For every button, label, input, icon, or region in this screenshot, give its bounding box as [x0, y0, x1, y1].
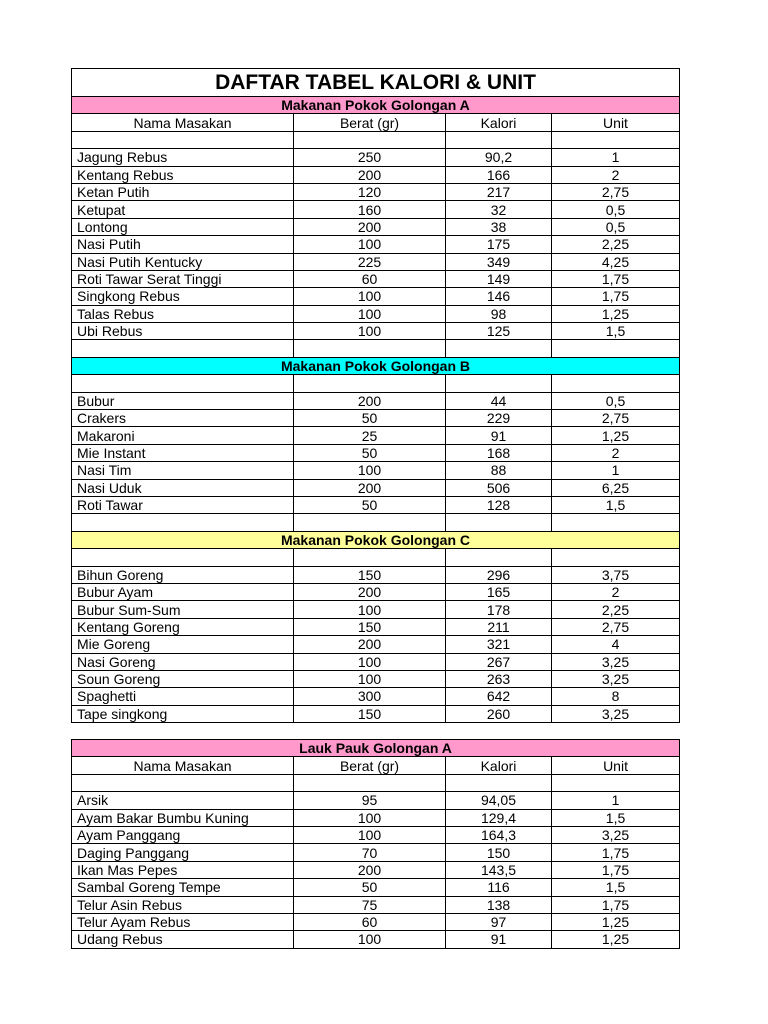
weight-cell: 100: [294, 653, 446, 670]
unit-cell: 3,25: [552, 826, 680, 843]
weight-cell: 100: [294, 601, 446, 618]
food-name-cell: Bubur Sum-Sum: [72, 601, 294, 618]
calorie-cell: 166: [446, 166, 552, 183]
calorie-cell: 267: [446, 653, 552, 670]
weight-cell: 60: [294, 913, 446, 930]
blank-cell: [294, 340, 446, 357]
weight-cell: 100: [294, 462, 446, 479]
blank-cell: [446, 340, 552, 357]
weight-cell: 200: [294, 166, 446, 183]
food-name-cell: Telur Ayam Rebus: [72, 913, 294, 930]
table-row: [72, 410, 680, 427]
blank-cell: [552, 375, 680, 392]
table-row: [72, 913, 680, 930]
calorie-cell: 128: [446, 496, 552, 513]
calorie-cell: 506: [446, 479, 552, 496]
unit-cell: 1,5: [552, 323, 680, 340]
unit-cell: 2,75: [552, 618, 680, 635]
page-title: DAFTAR TABEL KALORI & UNIT: [72, 69, 680, 97]
blank-cell: [72, 514, 294, 531]
blank-cell: [446, 375, 552, 392]
unit-cell: 1,25: [552, 427, 680, 444]
calorie-cell: 90,2: [446, 149, 552, 166]
section-title: Makanan Pokok Golongan A: [72, 97, 680, 114]
unit-cell: 2: [552, 166, 680, 183]
blank-row: [72, 340, 680, 357]
calorie-cell: 211: [446, 618, 552, 635]
weight-cell: 100: [294, 288, 446, 305]
calorie-cell: 138: [446, 896, 552, 913]
unit-cell: 1: [552, 462, 680, 479]
column-header-row: [72, 757, 680, 774]
weight-cell: 100: [294, 809, 446, 826]
calorie-table-lauk-pauk: [71, 739, 680, 949]
food-name-cell: Makaroni: [72, 427, 294, 444]
calorie-cell: 129,4: [446, 809, 552, 826]
table-row: [72, 636, 680, 653]
blank-cell: [294, 549, 446, 566]
weight-cell: 200: [294, 479, 446, 496]
unit-cell: 3,25: [552, 670, 680, 687]
food-name-cell: Nasi Tim: [72, 462, 294, 479]
unit-cell: 0,5: [552, 392, 680, 409]
blank-cell: [72, 549, 294, 566]
blank-cell: [294, 514, 446, 531]
food-name-cell: Jagung Rebus: [72, 149, 294, 166]
unit-cell: 3,25: [552, 705, 680, 722]
unit-cell: 1: [552, 149, 680, 166]
calorie-cell: 321: [446, 636, 552, 653]
unit-cell: 3,25: [552, 653, 680, 670]
table-row: [72, 305, 680, 322]
weight-cell: 50: [294, 410, 446, 427]
blank-cell: [552, 549, 680, 566]
table-row: [72, 670, 680, 687]
calorie-cell: 91: [446, 931, 552, 948]
blank-cell: [72, 131, 294, 148]
weight-cell: 100: [294, 323, 446, 340]
weight-cell: 95: [294, 792, 446, 809]
food-name-cell: Ketan Putih: [72, 183, 294, 200]
table-row: [72, 201, 680, 218]
calorie-cell: 260: [446, 705, 552, 722]
blank-cell: [446, 131, 552, 148]
calorie-cell: 149: [446, 270, 552, 287]
unit-cell: 1,75: [552, 861, 680, 878]
unit-cell: 1,75: [552, 896, 680, 913]
title-row: [72, 69, 680, 97]
food-name-cell: Bihun Goreng: [72, 566, 294, 583]
weight-cell: 200: [294, 636, 446, 653]
unit-cell: 4: [552, 636, 680, 653]
calorie-cell: 150: [446, 844, 552, 861]
food-name-cell: Lontong: [72, 218, 294, 235]
blank-cell: [294, 774, 446, 791]
calorie-cell: 178: [446, 601, 552, 618]
unit-cell: 2,25: [552, 236, 680, 253]
table-row: [72, 462, 680, 479]
food-name-cell: Roti Tawar Serat Tinggi: [72, 270, 294, 287]
weight-cell: 75: [294, 896, 446, 913]
calorie-cell: 32: [446, 201, 552, 218]
food-name-cell: Roti Tawar: [72, 496, 294, 513]
table-row: [72, 792, 680, 809]
blank-cell: [552, 514, 680, 531]
unit-cell: 1,75: [552, 288, 680, 305]
table-row: [72, 218, 680, 235]
food-name-cell: Kentang Goreng: [72, 618, 294, 635]
food-name-cell: Telur Asin Rebus: [72, 896, 294, 913]
table-row: [72, 479, 680, 496]
blank-cell: [294, 131, 446, 148]
food-name-cell: Crakers: [72, 410, 294, 427]
blank-cell: [72, 774, 294, 791]
food-name-cell: Talas Rebus: [72, 305, 294, 322]
blank-cell: [552, 131, 680, 148]
blank-cell: [446, 514, 552, 531]
food-name-cell: Sambal Goreng Tempe: [72, 879, 294, 896]
food-name-cell: Soun Goreng: [72, 670, 294, 687]
weight-cell: 120: [294, 183, 446, 200]
unit-cell: 2,75: [552, 183, 680, 200]
blank-row: [72, 131, 680, 148]
table-row: [72, 392, 680, 409]
weight-cell: 225: [294, 253, 446, 270]
unit-cell: 1,25: [552, 913, 680, 930]
table-row: [72, 844, 680, 861]
food-name-cell: Nasi Uduk: [72, 479, 294, 496]
food-name-cell: Singkong Rebus: [72, 288, 294, 305]
column-header-name: Nama Masakan: [72, 757, 294, 774]
food-name-cell: Nasi Putih Kentucky: [72, 253, 294, 270]
weight-cell: 200: [294, 583, 446, 600]
table-row: [72, 705, 680, 722]
calorie-cell: 164,3: [446, 826, 552, 843]
unit-cell: 8: [552, 688, 680, 705]
unit-cell: 6,25: [552, 479, 680, 496]
unit-cell: 0,5: [552, 218, 680, 235]
food-name-cell: Ikan Mas Pepes: [72, 861, 294, 878]
table-row: [72, 861, 680, 878]
food-name-cell: Ketupat: [72, 201, 294, 218]
blank-cell: [552, 340, 680, 357]
weight-cell: 100: [294, 670, 446, 687]
food-name-cell: Arsik: [72, 792, 294, 809]
calorie-cell: 94,05: [446, 792, 552, 809]
table-row: [72, 149, 680, 166]
table-row: [72, 288, 680, 305]
blank-cell: [72, 375, 294, 392]
food-name-cell: Ayam Bakar Bumbu Kuning: [72, 809, 294, 826]
weight-cell: 300: [294, 688, 446, 705]
section-header-row: [72, 531, 680, 548]
food-name-cell: Ayam Panggang: [72, 826, 294, 843]
calorie-cell: 168: [446, 444, 552, 461]
weight-cell: 100: [294, 826, 446, 843]
weight-cell: 200: [294, 861, 446, 878]
calorie-cell: 165: [446, 583, 552, 600]
unit-cell: 1,5: [552, 809, 680, 826]
food-name-cell: Udang Rebus: [72, 931, 294, 948]
unit-cell: 1,25: [552, 305, 680, 322]
unit-cell: 3,75: [552, 566, 680, 583]
food-name-cell: Mie Instant: [72, 444, 294, 461]
blank-row: [72, 514, 680, 531]
calorie-cell: 98: [446, 305, 552, 322]
section-title: Makanan Pokok Golongan C: [72, 531, 680, 548]
weight-cell: 50: [294, 444, 446, 461]
unit-cell: 2,75: [552, 410, 680, 427]
table-row: [72, 253, 680, 270]
food-name-cell: Nasi Goreng: [72, 653, 294, 670]
blank-row: [72, 774, 680, 791]
table-row: [72, 427, 680, 444]
table-row: [72, 566, 680, 583]
weight-cell: 70: [294, 844, 446, 861]
calorie-cell: 349: [446, 253, 552, 270]
calorie-cell: 642: [446, 688, 552, 705]
table-row: [72, 236, 680, 253]
unit-cell: 2,25: [552, 601, 680, 618]
column-header-weight: Berat (gr): [294, 757, 446, 774]
calorie-cell: 146: [446, 288, 552, 305]
unit-cell: 1,5: [552, 879, 680, 896]
weight-cell: 50: [294, 879, 446, 896]
table-row: [72, 653, 680, 670]
food-name-cell: Kentang Rebus: [72, 166, 294, 183]
food-name-cell: Bubur Ayam: [72, 583, 294, 600]
table-row: [72, 183, 680, 200]
blank-cell: [72, 340, 294, 357]
calorie-cell: 296: [446, 566, 552, 583]
blank-row: [72, 375, 680, 392]
calorie-cell: 91: [446, 427, 552, 444]
food-name-cell: Bubur: [72, 392, 294, 409]
weight-cell: 200: [294, 218, 446, 235]
table-row: [72, 896, 680, 913]
weight-cell: 100: [294, 305, 446, 322]
table-row: [72, 688, 680, 705]
weight-cell: 25: [294, 427, 446, 444]
weight-cell: 60: [294, 270, 446, 287]
food-name-cell: Mie Goreng: [72, 636, 294, 653]
column-header-calorie: Kalori: [446, 757, 552, 774]
weight-cell: 160: [294, 201, 446, 218]
weight-cell: 150: [294, 566, 446, 583]
weight-cell: 50: [294, 496, 446, 513]
calorie-cell: 217: [446, 183, 552, 200]
unit-cell: 1,25: [552, 931, 680, 948]
section-title: Lauk Pauk Golongan A: [72, 740, 680, 757]
calorie-cell: 125: [446, 323, 552, 340]
calorie-cell: 263: [446, 670, 552, 687]
calorie-cell: 175: [446, 236, 552, 253]
blank-row: [72, 549, 680, 566]
weight-cell: 250: [294, 149, 446, 166]
food-name-cell: Tape singkong: [72, 705, 294, 722]
calorie-cell: 97: [446, 913, 552, 930]
calorie-cell: 38: [446, 218, 552, 235]
section-title: Makanan Pokok Golongan B: [72, 357, 680, 374]
column-header-unit: Unit: [552, 114, 680, 131]
table-row: [72, 618, 680, 635]
unit-cell: 1,5: [552, 496, 680, 513]
column-header-name: Nama Masakan: [72, 114, 294, 131]
blank-cell: [294, 375, 446, 392]
column-header-calorie: Kalori: [446, 114, 552, 131]
unit-cell: 1,75: [552, 844, 680, 861]
table-row: [72, 323, 680, 340]
food-name-cell: Daging Panggang: [72, 844, 294, 861]
calorie-table-main: [71, 68, 680, 723]
unit-cell: 1,75: [552, 270, 680, 287]
unit-cell: 1: [552, 792, 680, 809]
section-header-row: [72, 97, 680, 114]
calorie-cell: 143,5: [446, 861, 552, 878]
weight-cell: 150: [294, 705, 446, 722]
blank-cell: [446, 549, 552, 566]
calorie-cell: 88: [446, 462, 552, 479]
weight-cell: 200: [294, 392, 446, 409]
blank-cell: [552, 774, 680, 791]
table-row: [72, 879, 680, 896]
table-row: [72, 496, 680, 513]
food-name-cell: Ubi Rebus: [72, 323, 294, 340]
table-row: [72, 583, 680, 600]
food-name-cell: Nasi Putih: [72, 236, 294, 253]
table-row: [72, 601, 680, 618]
weight-cell: 150: [294, 618, 446, 635]
unit-cell: 2: [552, 583, 680, 600]
column-header-unit: Unit: [552, 757, 680, 774]
food-name-cell: Spaghetti: [72, 688, 294, 705]
table-row: [72, 826, 680, 843]
blank-cell: [446, 774, 552, 791]
section-header-row: [72, 357, 680, 374]
table-row: [72, 166, 680, 183]
section-header-row: [72, 740, 680, 757]
weight-cell: 100: [294, 236, 446, 253]
calorie-cell: 44: [446, 392, 552, 409]
table-row: [72, 444, 680, 461]
table-row: [72, 270, 680, 287]
unit-cell: 4,25: [552, 253, 680, 270]
unit-cell: 2: [552, 444, 680, 461]
calorie-cell: 116: [446, 879, 552, 896]
table-row: [72, 931, 680, 948]
calorie-cell: 229: [446, 410, 552, 427]
weight-cell: 100: [294, 931, 446, 948]
table-row: [72, 809, 680, 826]
column-header-row: [72, 114, 680, 131]
column-header-weight: Berat (gr): [294, 114, 446, 131]
unit-cell: 0,5: [552, 201, 680, 218]
